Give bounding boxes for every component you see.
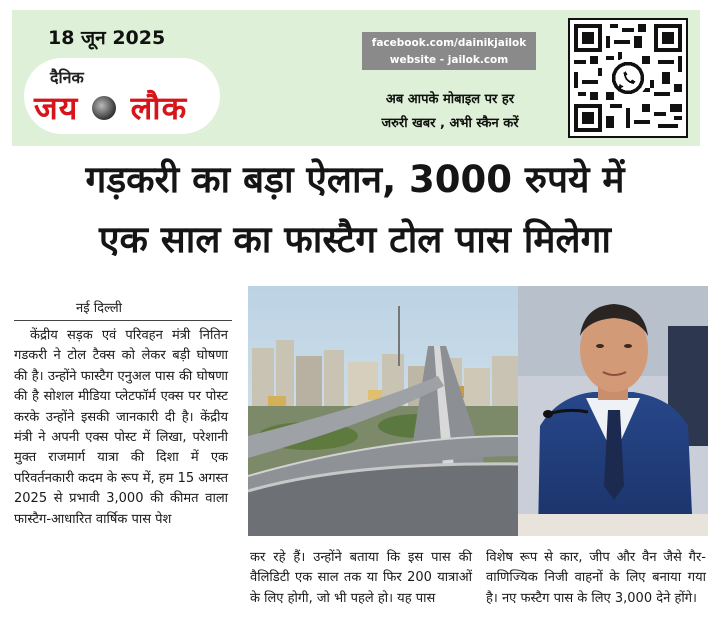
masthead [12, 10, 700, 146]
article-column-2: कर रहे हैं। उन्होंने बताया कि इस पास की वैलिडिटी एक साल तक या फिर 200 यात्राओं के लिए होगी, जो भी पहले हो। यह पास [250, 550, 472, 606]
scan-prompt [358, 88, 542, 136]
logo-word-right: लौक [130, 89, 188, 127]
article-column-3: विशेष रूप से कार, जीप और वैन जैसे गैर-वाणिज्यिक निजी वाहनों के लिए बनाया गया है। नए फस्टैग पास के लिए 3,000 देने होंगे। [486, 550, 706, 606]
dateline-divider [14, 320, 232, 321]
logo [34, 86, 187, 129]
article-photo [248, 286, 708, 536]
qr-code[interactable] [568, 18, 688, 138]
dateline: नई दिल्ली [76, 301, 123, 316]
scan-prompt-line1: अब आपके मोबाइल पर हर [385, 92, 515, 107]
logo-dainik: दैनिक [50, 68, 84, 87]
scan-prompt-line2: जरुरी खबर , अभी स्कैन करें [381, 116, 519, 131]
logo-word-left: जय [34, 89, 79, 127]
headline [10, 150, 700, 270]
globe-icon [92, 96, 116, 120]
social-links-box [362, 32, 536, 70]
headline-line2: एक साल का फास्टैग टोल पास मिलेगा [99, 218, 611, 261]
website-link[interactable]: website - jailok.com [389, 54, 509, 66]
article-column-1: केंद्रीय सड़क एवं परिवहन मंत्री नितिन गडकरी ने टोल टैक्स को लेकर बड़ी घोषणा की है। उन्होंने फास्टैग एनुअल पास की घोषणा की है सोशल मीडिया प्लेटफॉर्म एक्स पर पोस्ट करके उन्होंने इसकी जानकारी दी है। केंद्रीय मंत्री ने अपनी एक्स पोस्ट में लिखा, परेशानी मुक्त राजमार्ग यात्रा की दिशा में एक परिवर्तनकारी कदम के रूप में, हम 15 अगस्त 2025 से प्रभावी 3,000 की कीमत वाला फास्टैग-आधारित वार्षिक पास पेश [14, 328, 228, 527]
headline-line1: गड़करी का बड़ा ऐलान, 3000 रुपये में [85, 158, 625, 201]
issue-date: 18 जून 2025 [48, 27, 166, 49]
facebook-link[interactable]: facebook.com/dainikjailok [371, 37, 527, 49]
